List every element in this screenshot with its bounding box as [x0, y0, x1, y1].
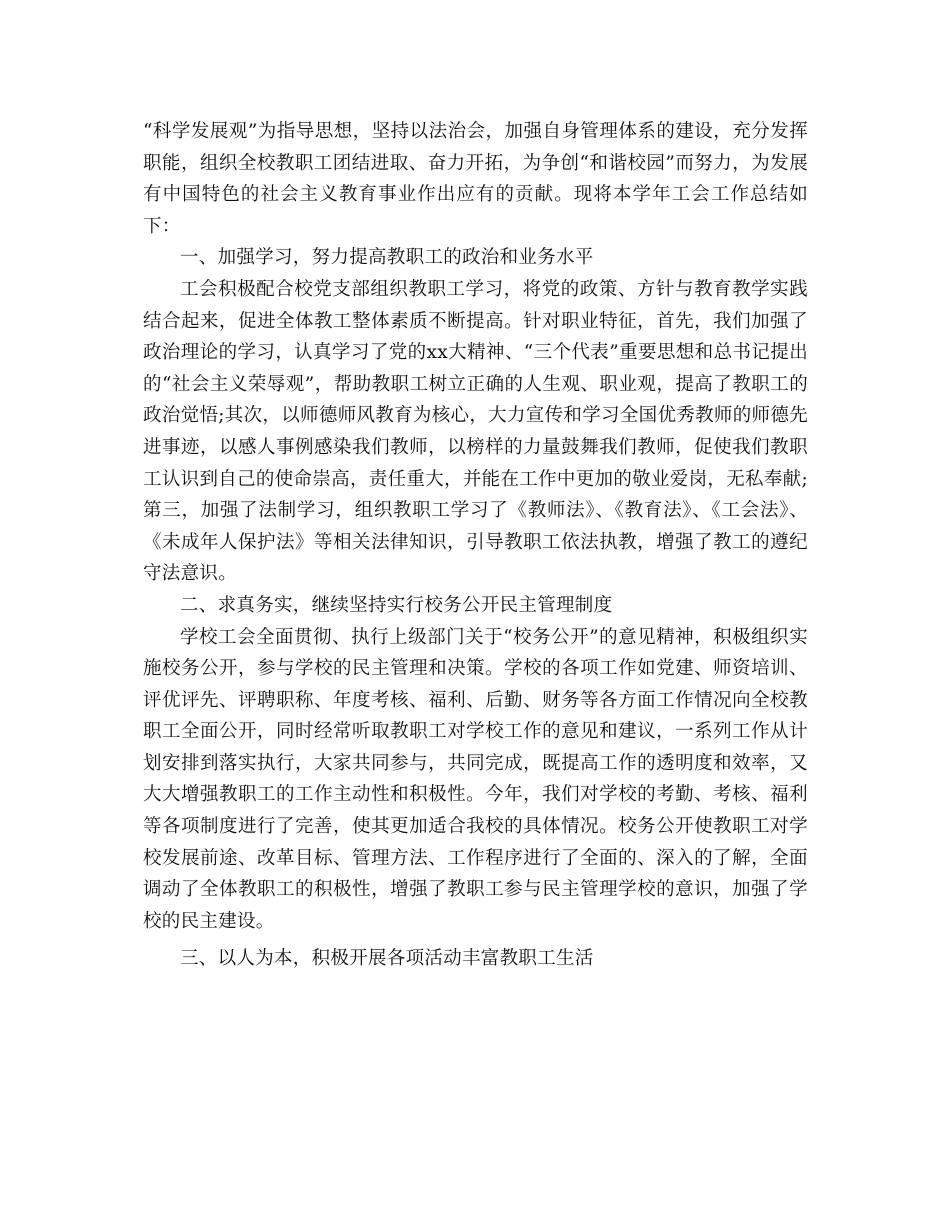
- section-heading-3: 三、以人为本，积极开展各项活动丰富教职工生活: [180, 948, 594, 970]
- section-2-paragraph: 学校工会全面贯彻、执行上级部门关于“校务公开”的意见精神，积极组织实施校务公开，参与学校的民主管理和决策。学校的各项工作如党建、师资培训、评优评先、评聘职称、年度考核、福利、后勤、财务等各方面工作情况向全校教职工全面公开，同时经常听取教职工对学校工作的意见和建议，一系列工作从计划安排到落实执行，大家共同参与，共同完成，既提高工作的透明度和效率，又大大增强教职工的工作主动性和积极性。今年，我们对学校的考勤、考核、福利等各项制度进行了完善，使其更加适合我校的具体情况。校务公开使教职工对学校发展前途、改革目标、管理方法、工作程序进行了全面的、深入的了解，全面调动了全体教职工的积极性，增强了教职工参与民主管理学校的意识，加强了学校的民主建设。: [143, 626, 808, 932]
- intro-paragraph: “科学发展观”为指导思想，坚持以法治会，加强自身管理体系的建设，充分发挥职能，组织全校教职工团结进取、奋力开拓，为争创“和谐校园”而努力，为发展有中国特色的社会主义教育事业作出应有的贡献。现将本学年工会工作总结如下：: [143, 121, 808, 237]
- section-heading-2: 二、求真务实，继续坚持实行校务公开民主管理制度: [180, 594, 613, 616]
- section-heading-1: 一、加强学习，努力提高教职工的政治和业务水平: [180, 247, 594, 269]
- section-1-paragraph: 工会积极配合校党支部组织教职工学习，将党的政策、方针与教育教学实践结合起来，促进全体教工整体素质不断提高。针对职业特征，首先，我们加强了政治理论的学习，认真学习了党的xx大精神、“三个代表”重要思想和总书记提出的“社会主义荣辱观”，帮助教职工树立正确的人生观、职业观，提高了教职工的政治觉悟;其次，以师德师风教育为核心，大力宣传和学习全国优秀教师的师德先进事迹，以感人事例感染我们教师，以榜样的力量鼓舞我们教师，促使我们教职工认识到自己的使命崇高，责任重大，并能在工作中更加的敬业爱岗，无私奉献;第三，加强了法制学习，组织教职工学习了《教师法》、《教育法》、《工会法》、《未成年人保护法》等相关法律知识，引导教职工依法执教，增强了教工的遵纪守法意识。: [143, 278, 808, 585]
- document-body: [143, 116, 808, 975]
